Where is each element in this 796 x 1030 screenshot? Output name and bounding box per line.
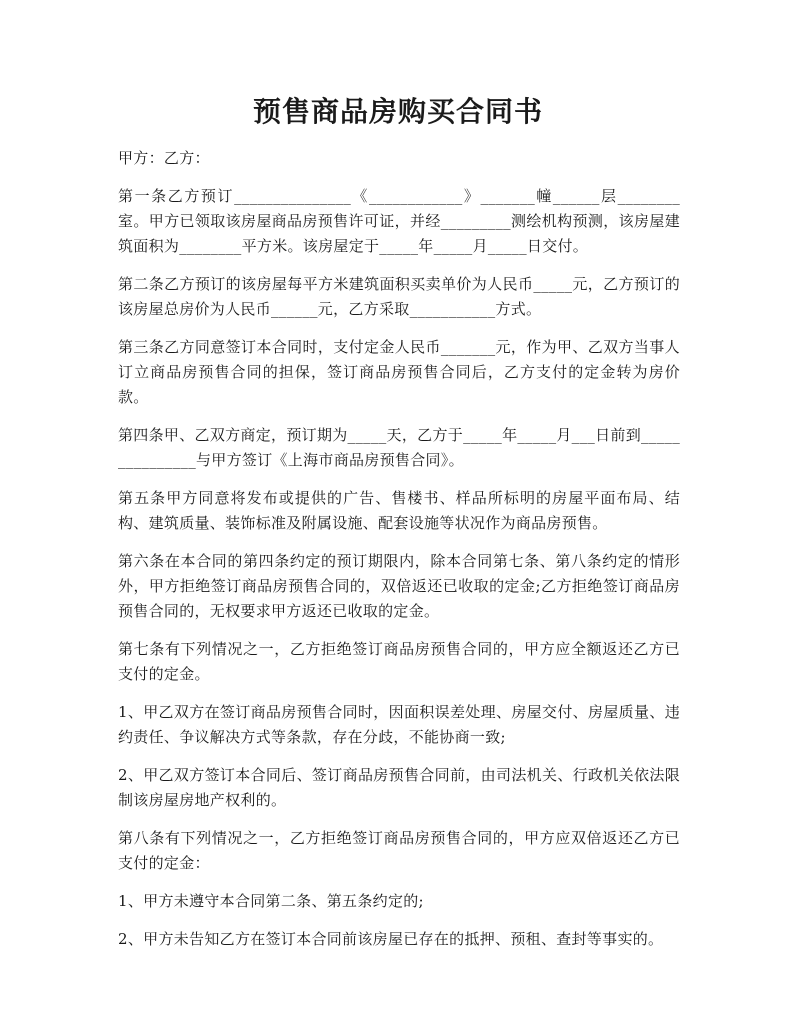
article-7: 第七条有下列情况之一，乙方拒绝签订商品房预售合同的，甲方应全额返还乙方已支付的定金。 xyxy=(118,640,680,683)
article-8: 第八条有下列情况之一，乙方拒绝签订商品房预售合同的，甲方应双倍返还乙方已支付的定金： xyxy=(118,829,680,872)
article-2: 第二条乙方预订的该房屋每平方米建筑面积买卖单价为人民币_____元，乙方预订的该房屋总房价为人民币______元，乙方采取___________方式。 xyxy=(118,275,680,318)
party-line: 甲方：乙方： xyxy=(118,149,210,167)
document-body xyxy=(118,146,680,965)
article-8-item-2: 2、甲方未告知乙方在签订本合同前该房屋已存在的抵押、预租、查封等事实的。 xyxy=(118,930,664,948)
article-4: 第四条甲、乙双方商定，预订期为_____天，乙方于_____年_____月___日前到_______________与甲方签订《上海市商品房预售合同》。 xyxy=(118,426,680,469)
article-1: 第一条乙方预订_______________《____________》_______幢______层________室。甲方已领取该房屋商品房预售许可证，并经_________测绘机构预测，该房屋建筑面积为________平方米。该房屋定于_____年_____月_____日交付。 xyxy=(118,187,680,255)
article-7-item-2: 2、甲乙双方签订本合同后、签订商品房预售合同前，由司法机关、行政机关依法限制该房屋房地产权利的。 xyxy=(118,766,680,809)
article-7-item-1: 1、甲乙双方在签订商品房预售合同时，因面积误差处理、房屋交付、房屋质量、违约责任、争议解决方式等条款，存在分歧，不能协商一致; xyxy=(118,703,680,746)
article-8-item-1: 1、甲方未遵守本合同第二条、第五条约定的; xyxy=(118,892,424,910)
document-title: 预售商品房购买合同书 xyxy=(252,95,543,128)
article-3: 第三条乙方同意签订本合同时，支付定金人民币_______元，作为甲、乙双方当事人订立商品房预售合同的担保，签订商品房预售合同后，乙方支付的定金转为房价款。 xyxy=(118,338,680,406)
article-6: 第六条在本合同的第四条约定的预订期限内，除本合同第七条、第八条约定的情形外，甲方拒绝签订商品房预售合同的，双倍返还已收取的定金;乙方拒绝签订商品房预售合同的，无权要求甲方返还已收取的定金。 xyxy=(118,552,680,620)
article-5: 第五条甲方同意将发布或提供的广告、售楼书、样品所标明的房屋平面布局、结构、建筑质量、装饰标准及附属设施、配套设施等状况作为商品房预售。 xyxy=(118,489,680,532)
